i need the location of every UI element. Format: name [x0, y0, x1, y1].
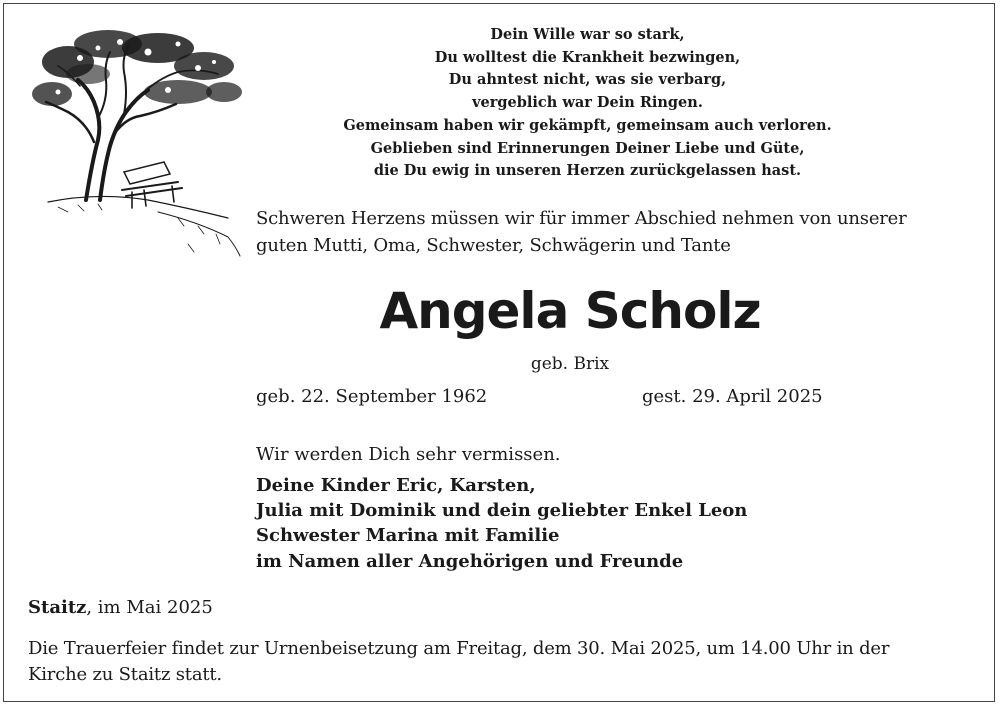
- mourner-line: Deine Kinder Eric, Karsten,: [256, 475, 536, 496]
- mourner-line: Julia mit Dominik und dein geliebter Enkel Leon: [256, 500, 748, 522]
- intro-line: guten Mutti, Oma, Schwester, Schwägerin und Tante: [256, 235, 731, 256]
- farewell-text: Wir werden Dich sehr vermissen.: [256, 444, 561, 465]
- poem-line: Du ahntest nicht, was sie verbarg,: [448, 71, 727, 89]
- poem-line: Gemeinsam haben wir gekämpft, gemeinsam auch verloren.: [343, 116, 832, 134]
- mourner-line: im Namen aller Angehörigen und Freunde: [256, 550, 684, 572]
- birth-date: geb. 22. September 1962: [256, 386, 488, 407]
- maiden-name: geb. Brix: [530, 354, 610, 374]
- service-line: Die Trauerfeier findet zur Urnenbeisetzung am Freitag, dem 30. Mai 2025, um 14.00 Uhr in der: [28, 638, 890, 659]
- poem-line: Dein Wille war so stark,: [490, 26, 685, 43]
- poem: [310, 24, 865, 183]
- mourners-list: [256, 473, 747, 574]
- poem-line: die Du ewig in unseren Herzen zurückgelassen hast.: [373, 162, 802, 180]
- deceased-name: Angela Scholz: [379, 282, 761, 340]
- service-line: Kirche zu Staitz statt.: [28, 664, 222, 685]
- intro-text: [256, 205, 991, 259]
- place-town: Staitz: [28, 597, 87, 618]
- tree-with-bench-illustration: [28, 22, 246, 260]
- service-info: [28, 636, 983, 688]
- mourner-line: Schwester Marina mit Familie: [256, 525, 560, 547]
- poem-line: Geblieben sind Erinnerungen Deiner Liebe und Güte,: [370, 139, 805, 157]
- poem-line: vergeblich war Dein Ringen.: [472, 94, 703, 112]
- intro-line: Schweren Herzens müssen wir für immer Abschied nehmen von unserer: [256, 208, 907, 229]
- death-date: gest. 29. April 2025: [642, 386, 823, 407]
- poem-line: Du wolltest die Krankheit bezwingen,: [434, 48, 741, 66]
- place-date: [28, 595, 213, 621]
- place-date-text: , im Mai 2025: [86, 597, 213, 618]
